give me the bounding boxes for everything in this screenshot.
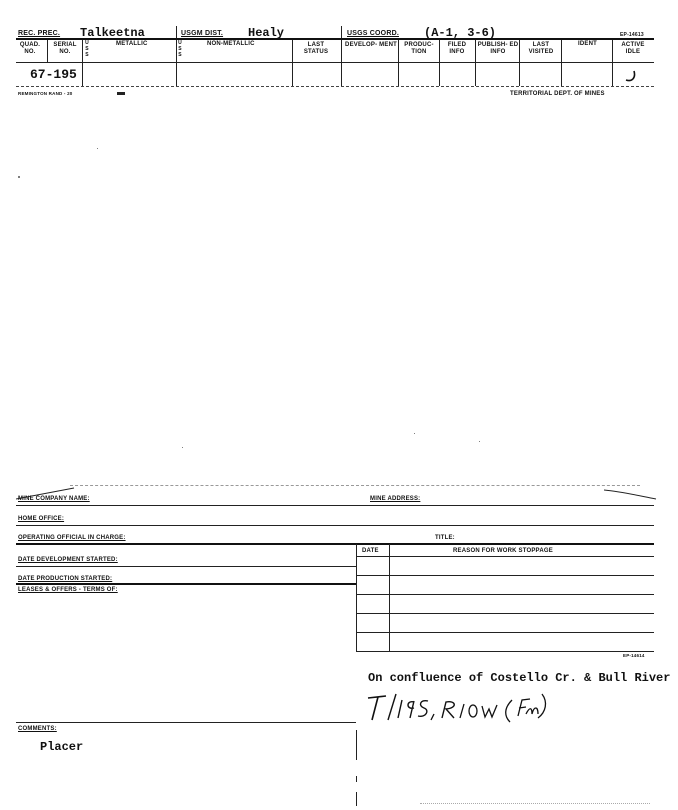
usgm-dist-label: USGM DIST. bbox=[181, 30, 224, 37]
operating-official-label: OPERATING OFFICIAL IN CHARGE: bbox=[18, 535, 126, 541]
mine-address-label: MINE ADDRESS: bbox=[370, 496, 421, 502]
torn-edge-right bbox=[604, 486, 658, 500]
filed-info-label: FILED INFO bbox=[447, 42, 467, 55]
form-code-bottom: EP-14614 bbox=[623, 653, 645, 658]
last-visited-label: LAST VISITED bbox=[528, 42, 554, 55]
usgs-coord-value: (A-1, 3-6) bbox=[424, 26, 497, 40]
active-idle-mark bbox=[620, 68, 642, 84]
title-label: TITLE: bbox=[435, 535, 455, 541]
uss-metallic-label: U S S bbox=[85, 40, 89, 58]
usgm-dist-value: Healy bbox=[248, 26, 285, 40]
comments-label: COMMENTS: bbox=[18, 726, 57, 732]
uss-nonmetallic-label: U S S bbox=[178, 40, 182, 58]
date-development-label: DATE DEVELOPMENT STARTED: bbox=[18, 557, 118, 563]
published-info-label: PUBLISH- ED INFO bbox=[477, 42, 519, 55]
remington-label: REMINGTON RAND - 20 bbox=[18, 91, 73, 96]
last-status-label: LAST STATUS bbox=[303, 42, 329, 55]
leases-label: LEASES & OFFERS - TERMS OF: bbox=[18, 587, 118, 593]
territorial-label: TERRITORIAL DEPT. OF MINES bbox=[510, 91, 605, 97]
serial-no-label: SERIAL NO. bbox=[53, 42, 77, 55]
reason-col-label: REASON FOR WORK STOPPAGE bbox=[453, 548, 553, 554]
usgs-coord-label: USGS COORD. bbox=[347, 30, 399, 37]
date-production-label: DATE PRODUCTION STARTED: bbox=[18, 576, 113, 582]
rec-prec-label: REC. PREC. bbox=[18, 30, 61, 37]
nonmetallic-label: NON-METALLIC bbox=[207, 41, 255, 47]
location-note: On confluence of Costello Cr. & Bull River bbox=[368, 671, 671, 685]
mine-company-label: MINE COMPANY NAME: bbox=[18, 496, 90, 502]
metallic-label: METALLIC bbox=[116, 41, 148, 47]
development-label: DEVELOP- MENT bbox=[345, 42, 397, 48]
active-idle-label: ACTIVE IDLE bbox=[621, 42, 645, 55]
comments-value: Placer bbox=[40, 740, 84, 754]
remington-mark bbox=[117, 92, 125, 95]
home-office-label: HOME OFFICE: bbox=[18, 516, 65, 522]
production-label: PRODUC- TION bbox=[404, 42, 434, 55]
ident-label: IDENT bbox=[578, 41, 597, 47]
handwritten-township-range bbox=[366, 690, 556, 724]
date-col-label: DATE bbox=[362, 548, 379, 554]
quad-serial-value: 67-195 bbox=[30, 67, 77, 82]
form-code-top: EP-14613 bbox=[620, 32, 644, 38]
rec-prec-value: Talkeetna bbox=[80, 26, 145, 40]
quad-no-label: QUAD. NO. bbox=[19, 42, 41, 55]
